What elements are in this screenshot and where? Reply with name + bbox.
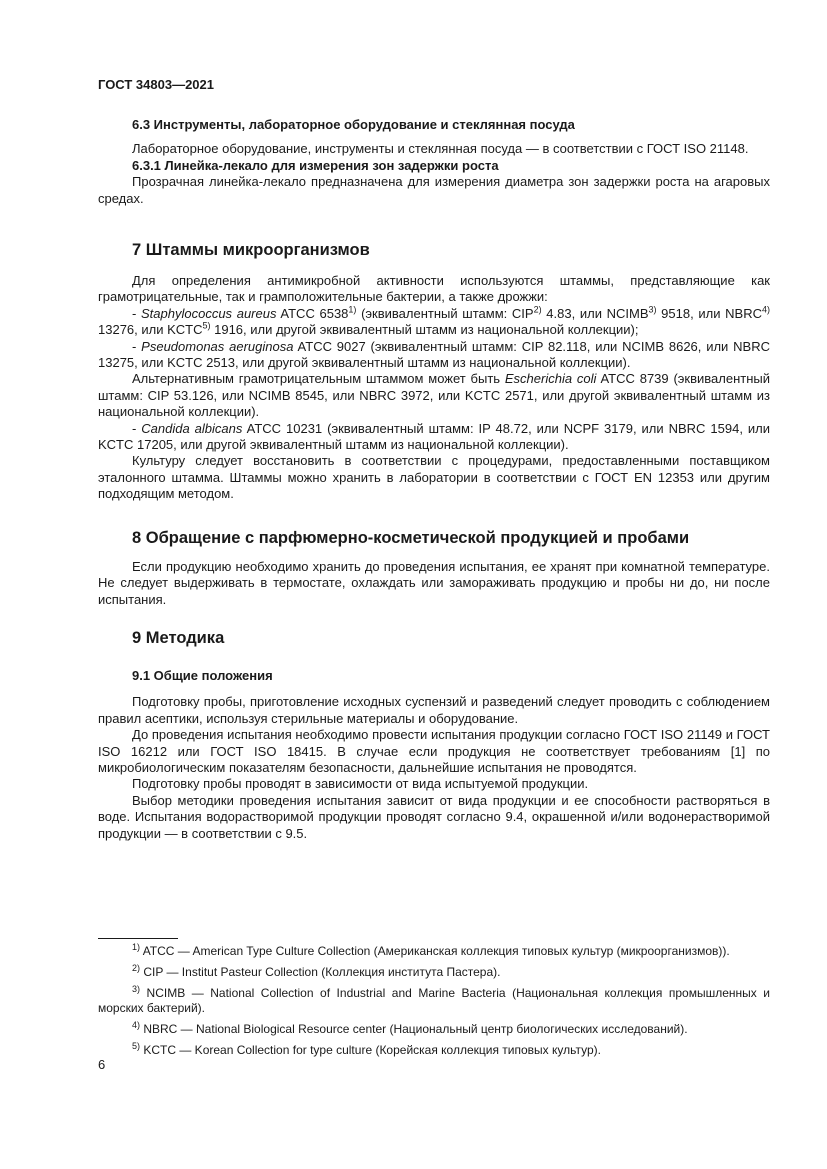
list-item (98, 421, 770, 454)
text-fragment: (эквивалентный штамм: CIP (356, 305, 534, 321)
section-heading: 9 Методика (132, 629, 225, 647)
footnote-ref: 3) (648, 304, 657, 315)
footnote-mark: 4) (132, 1020, 141, 1030)
section-heading: 8 Обращение с парфюмерно-косметической продукцией и пробами (132, 529, 690, 547)
subsection-heading: 6.3.1 Линейка-лекало для измерения зон задержки роста (132, 157, 499, 173)
paragraph: Если продукцию необходимо хранить до проведения испытания, ее хранят при комнатной температуре. Не следует выдерживать в термостате, охлаждать или замораживать продукцию и пробы ни до, ни после испытания. (98, 559, 770, 607)
paragraph: Выбор методики проведения испытания зависит от вида продукции и ее способности растворяться в воде. Испытания водорастворимой продукции проводят согласно 9.4, окрашенной и/или водонерастворимой продукции — в соответствии с 9.5. (98, 792, 770, 841)
footnote-mark: 3) (132, 984, 141, 994)
paragraph: Культуру следует восстановить в соответствии с процедурами, предоставленными поставщиком эталонного штамма. Штаммы можно хранить в лаборатории в соответствии с ГОСТ EN 12353 или другим подходящим методом. (98, 453, 770, 502)
paragraph: Для определения антимикробной активности используются штаммы, представляющие как грамотрицательные, так и грамположительные бактерии, а также дрожжи: (98, 273, 770, 305)
paragraph: До проведения испытания необходимо провести испытания продукции согласно ГОСТ ISO 21149 и ГОСТ ISO 16212 или ГОСТ ISO 18415. В случае если продукция не соответствует требованиям [1] по микробиологическим показателям безопасности, дальнейшие испытания не проводятся. (98, 727, 770, 776)
text-fragment: ATCC 10231 (эквивалентный штамм: IP 48.72, или NCPF 3179, или NBRC 1594, или KCTC 17205, или другой эквивалентный штамм из национальной коллекции). (98, 420, 770, 453)
section-7 (98, 241, 770, 503)
list-item (98, 339, 770, 372)
list-dash: - (132, 338, 142, 354)
list-item (98, 306, 770, 339)
section-9 (98, 629, 770, 842)
paragraph: Подготовку пробы, приготовление исходных суспензий и разведений следует проводить с соблюдением правил асептики, используя стерильные материалы и оборудование. (98, 694, 770, 726)
footnote-ref: 4) (761, 304, 770, 315)
paragraph: Лабораторное оборудование, инструменты и стеклянная посуда — в соответствии с ГОСТ ISO 21148. (132, 141, 749, 157)
species-name: Escherichia coli (504, 371, 597, 387)
footnote-ref: 5) (202, 320, 211, 331)
text-fragment: 13276, или KCTC (98, 322, 203, 338)
footnote-ref: 2) (533, 304, 542, 315)
text-fragment: ATCC 6538 (276, 305, 349, 321)
species-name: Pseudomonas aeruginosa (141, 338, 294, 354)
text-fragment: 9518, или NBRC (656, 305, 762, 321)
footnote-ref: 1) (348, 304, 357, 315)
list-dash: - (132, 305, 141, 321)
section-heading: 7 Штаммы микроорганизмов (132, 241, 370, 259)
text-fragment: ATCC 8739 (эквивалентный штамм: CIP 53.126, или NCIMB 8545, или NBRC 3972, или KCTC 2571, или другой эквивалентный штамм из национальной коллекции). (98, 371, 770, 420)
footnote-mark: 2) (132, 963, 141, 973)
footnote (98, 1022, 770, 1037)
section-6-3 (98, 117, 770, 207)
footnotes (98, 944, 770, 1064)
footnote (98, 965, 770, 980)
footnote-divider (98, 938, 178, 939)
footnote-text: NCIMB — National Collection of Industrial and Marine Bacteria (Национальная коллекция промышленных и морских бактерий). (98, 986, 770, 1015)
footnote-text: KCTC — Korean Collection for type culture (Корейская коллекция типовых культур). (140, 1043, 601, 1057)
species-name: Staphylococcus aureus (141, 305, 277, 321)
paragraph: Подготовку пробы проводят в зависимости от вида испытуемой продукции. (132, 776, 589, 792)
footnote (98, 986, 770, 1016)
footnote-mark: 1) (132, 942, 141, 952)
footnote-text: CIP — Institut Pasteur Collection (Коллекция института Пастера). (140, 965, 501, 979)
text-fragment: Альтернативным грамотрицательным штаммом может быть (132, 371, 505, 387)
footnote (98, 944, 770, 959)
footnote-text: NBRC — National Biological Resource center (Национальный центр биологических исследований). (140, 1022, 688, 1036)
list-dash: - (132, 420, 142, 436)
section-8 (98, 529, 770, 608)
species-name: Candida albicans (141, 420, 243, 436)
text-fragment: ATCC 9027 (эквивалентный штамм: CIP 82.118, или NCIMB 8626, или NBRC 13275, или KCTC 2513, или другой эквивалентный штамм из национальной коллекции). (98, 338, 770, 371)
page-number: 6 (98, 1057, 106, 1072)
text-fragment: 1916, или другой эквивалентный штамм из национальной коллекции); (210, 322, 639, 338)
paragraph: Прозрачная линейка-лекало предназначена для измерения диаметра зон задержки роста на агаровых средах. (98, 174, 770, 206)
text-fragment: 4.83, или NCIMB (541, 305, 649, 321)
footnote-mark: 5) (132, 1041, 141, 1051)
section-heading: 6.3 Инструменты, лабораторное оборудование и стеклянная посуда (132, 117, 575, 132)
footnote (98, 1043, 770, 1058)
footnote-text: ATCC — American Type Culture Collection (Американская коллекция типовых культур (микроорганизмов)). (140, 944, 730, 958)
paragraph (98, 371, 770, 420)
subsection-heading: 9.1 Общие положения (132, 668, 273, 683)
document-id: ГОСТ 34803—2021 (98, 77, 214, 92)
